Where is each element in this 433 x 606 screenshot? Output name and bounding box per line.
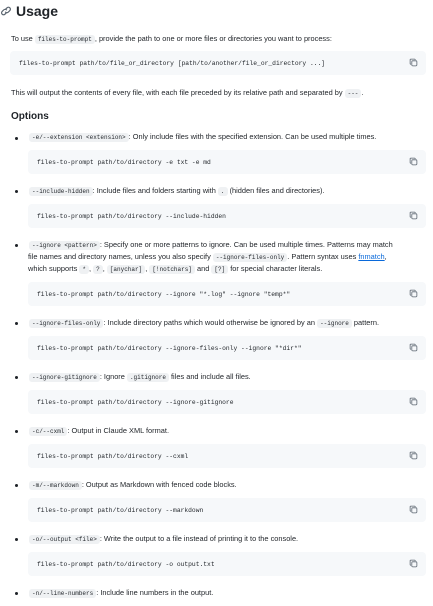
flag-code: -m/--markdown <box>29 481 82 490</box>
intro-paragraph <box>11 33 332 45</box>
flag-code: -c/--cxml <box>29 427 67 436</box>
option-desc: : Include line numbers in the output. <box>96 588 214 597</box>
flag-code: -e/--extension <extension> <box>29 133 129 142</box>
copy-icon[interactable] <box>409 559 418 568</box>
bullet <box>15 484 18 487</box>
option-ignore-gitignore <box>29 371 251 383</box>
desc: and <box>194 264 212 273</box>
code-text: files-to-prompt path/to/directory --ignore "*.log" --ignore "temp*" <box>37 290 291 298</box>
ignore-code: --ignore <box>317 319 352 328</box>
option-include-hidden <box>29 185 324 197</box>
intro-pre: To use <box>11 34 35 43</box>
flag-code: -o/--output <file> <box>29 535 100 544</box>
main-code-text: files-to-prompt path/to/file_or_directory [path/to/another/file_or_directory ...] <box>19 59 326 67</box>
bullet <box>15 430 18 433</box>
option-desc: : Include files and folders starting with <box>92 186 218 195</box>
option-desc: : Specify one or more patterns to ignore. Can be used multiple times. Patterns may match <box>99 240 393 249</box>
output-paragraph <box>11 87 363 99</box>
code-text: files-to-prompt path/to/directory --markdown <box>37 506 204 514</box>
dot-code: . <box>218 187 228 196</box>
code-text: files-to-prompt path/to/directory --include-hidden <box>37 212 226 220</box>
pattern-code: [?] <box>211 265 228 274</box>
copy-icon[interactable] <box>409 451 418 460</box>
pattern-code: * <box>79 265 89 274</box>
option-ignore-line2 <box>28 251 387 263</box>
bullet <box>15 376 18 379</box>
flag-code: --ignore-gitignore <box>29 373 100 382</box>
option-desc: : Only include files with the specified extension. Can be used multiple times. <box>128 132 377 141</box>
output-pre: This will output the contents of every file, with each file preceded by its relative path and separated by <box>11 88 345 97</box>
option-desc: : Ignore <box>99 372 127 381</box>
flag-code: --ignore-files-only <box>29 319 103 328</box>
bullet <box>15 190 18 193</box>
option-extension <box>29 131 376 143</box>
intro-code: files-to-prompt <box>35 35 95 44</box>
option-desc-2: (hidden files and directories). <box>227 186 325 195</box>
copy-icon[interactable] <box>409 58 418 67</box>
flag-code: --include-hidden <box>29 187 93 196</box>
code-text: files-to-prompt path/to/directory --ignore-files-only --ignore "*dir*" <box>37 344 302 352</box>
gitignore-code: .gitignore <box>127 373 169 382</box>
option-markdown <box>29 479 237 491</box>
usage-heading <box>0 3 58 19</box>
code-block-ignore-gitignore <box>28 390 426 414</box>
code-block-output <box>28 552 426 576</box>
desc: which supports <box>28 264 80 273</box>
code-block-include-hidden <box>28 204 426 228</box>
copy-icon[interactable] <box>409 343 418 352</box>
option-ignore-files-only <box>29 317 379 329</box>
code-block-extension <box>28 150 426 174</box>
desc: . Pattern syntax uses <box>287 252 359 261</box>
usage-heading-text: Usage <box>16 3 59 19</box>
code-block-markdown <box>28 498 426 522</box>
option-line-numbers <box>29 587 213 599</box>
copy-icon[interactable] <box>409 397 418 406</box>
option-cxml <box>29 425 169 437</box>
copy-icon[interactable] <box>409 505 418 514</box>
flag-code: --ignore <pattern> <box>29 241 100 250</box>
option-desc-2: pattern. <box>351 318 379 327</box>
main-code-block <box>10 51 426 75</box>
pattern-code: [anychar] <box>107 265 145 274</box>
code-text: files-to-prompt path/to/directory --ignore-gitignore <box>37 398 234 406</box>
pattern-code: [!notchars] <box>149 265 195 274</box>
bullet <box>15 322 18 325</box>
bullet <box>15 592 18 595</box>
code-text: files-to-prompt path/to/directory -o output.txt <box>37 560 215 568</box>
bullet <box>15 244 18 247</box>
ignore-files-only-code: --ignore-files-only <box>213 253 287 262</box>
fnmatch-link[interactable]: fnmatch <box>358 252 385 261</box>
copy-icon[interactable] <box>409 211 418 220</box>
output-post: . <box>361 88 364 97</box>
option-desc: : Output as Markdown with fenced code blocks. <box>81 480 237 489</box>
option-desc: : Include directory paths which would otherwise be ignored by an <box>103 318 318 327</box>
option-ignore <box>29 239 393 251</box>
desc: for special character literals. <box>228 264 323 273</box>
bullet <box>15 137 18 140</box>
code-block-ignore <box>28 282 426 306</box>
code-text: files-to-prompt path/to/directory --cxml <box>37 452 189 460</box>
link-icon[interactable] <box>0 5 12 17</box>
options-heading: Options <box>11 111 49 122</box>
option-output <box>29 533 298 545</box>
copy-icon[interactable] <box>409 157 418 166</box>
desc: file names and directory names, unless you also specify <box>28 252 213 261</box>
intro-post: , provide the path to one or more files or directories you want to process: <box>94 34 332 43</box>
option-desc-2: files and include all files. <box>168 372 251 381</box>
code-text: files-to-prompt path/to/directory -e txt -e md <box>37 158 211 166</box>
desc: , <box>384 252 387 261</box>
option-desc: : Output in Claude XML format. <box>67 426 170 435</box>
code-block-cxml <box>28 444 426 468</box>
copy-icon[interactable] <box>409 289 418 298</box>
option-ignore-line3: which supports * , ? , [anychar] , [!notchars] and [?] for special character literals. <box>28 264 323 273</box>
flag-code: -n/--line-numbers <box>29 589 96 598</box>
option-desc: : Write the output to a file instead of printing it to the console. <box>99 534 299 543</box>
pattern-code: ? <box>93 265 103 274</box>
code-block-ignore-files-only <box>28 336 426 360</box>
output-code: --- <box>345 89 362 98</box>
bullet <box>15 538 18 541</box>
